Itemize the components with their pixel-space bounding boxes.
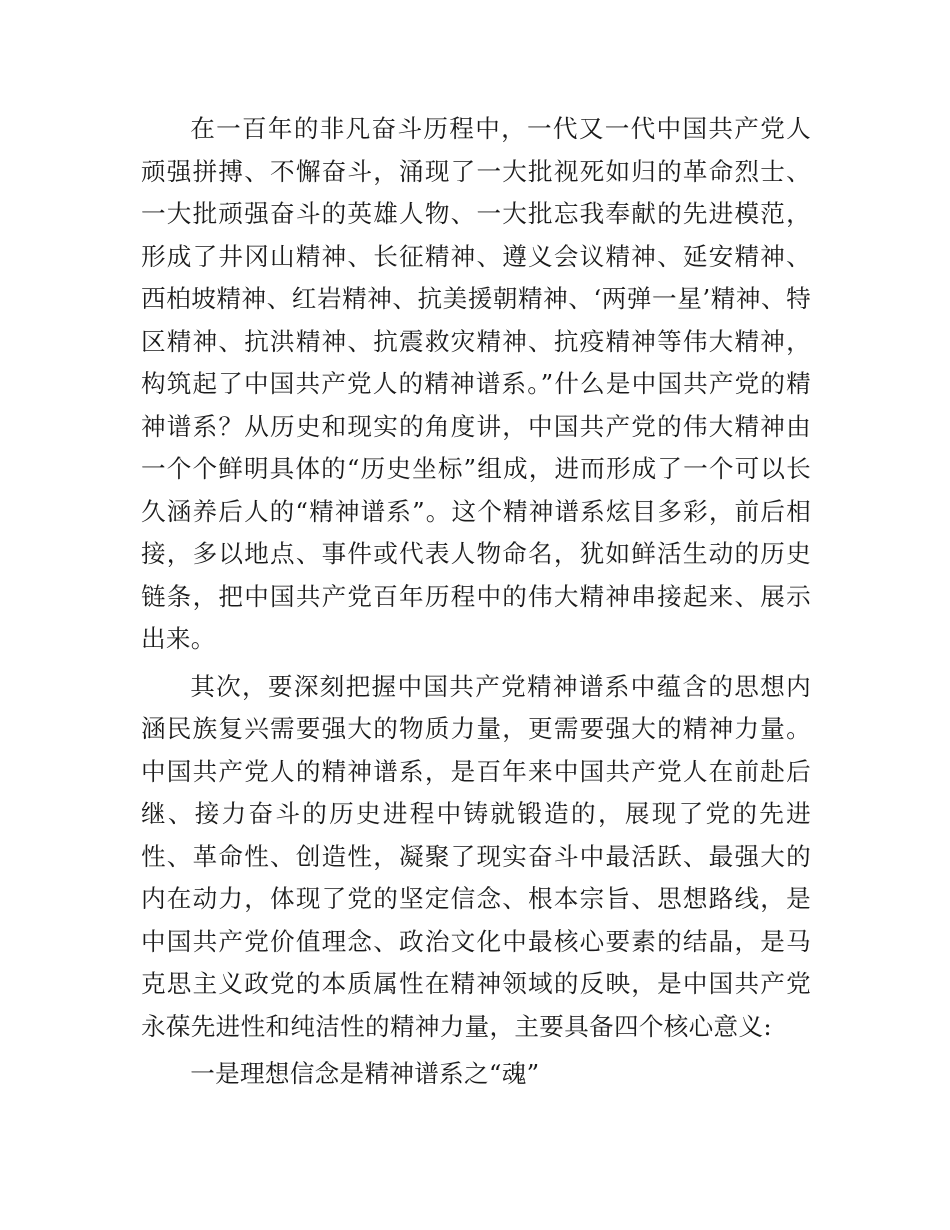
- document-page: [141, 108, 811, 1096]
- section-heading-ideals: 一是理想信念是精神谱系之“魂”: [190, 1059, 540, 1088]
- paragraph-spirit-lineage: 在一百年的非凡奋斗历程中，一代又一代中国共产党人顽强拼搏、不懈奋斗，涌现了一大批视死如归的革命烈士、一大批顽强奋斗的英雄人物、一大批忘我奉献的先进模范，形成了井冈山精神、长征精神、遵义会议精神、延安精神、西柏坡精神、红岩精神、抗美援朝精神、‘两弹一星’精神、特区精神、抗洪精神、抗震救灾精神、抗疫精神等伟大精神，构筑起了中国共产党人的精神谱系。”什么是中国共产党的精神谱系？从历史和现实的角度讲，中国共产党的伟大精神由一个个鲜明具体的“历史坐标”组成，进而形成了一个可以长久涵养后人的“精神谱系”。这个精神谱系炫目多彩，前后相接，多以地点、事件或代表人物命名，犹如鲜活生动的历史链条，把中国共产党百年历程中的伟大精神串接起来、展示出来。: [141, 114, 811, 653]
- paragraph-ideological-connotation: 其次，要深刻把握中国共产党精神谱系中蕴含的思想内涵民族复兴需要强大的物质力量，更需要强大的精神力量。中国共产党人的精神谱系，是百年来中国共产党人在前赴后继、接力奋斗的历史进程中铸就锻造的，展现了党的先进性、革命性、创造性，凝聚了现实奋斗中最活跃、最强大的内在动力，体现了党的坚定信念、根本宗旨、思想路线，是中国共产党价值理念、政治文化中最核心要素的结晶，是马克思主义政党的本质属性在精神领域的反映，是中国共产党永葆先进性和纯洁性的精神力量，主要具备四个核心意义:: [141, 671, 811, 1041]
